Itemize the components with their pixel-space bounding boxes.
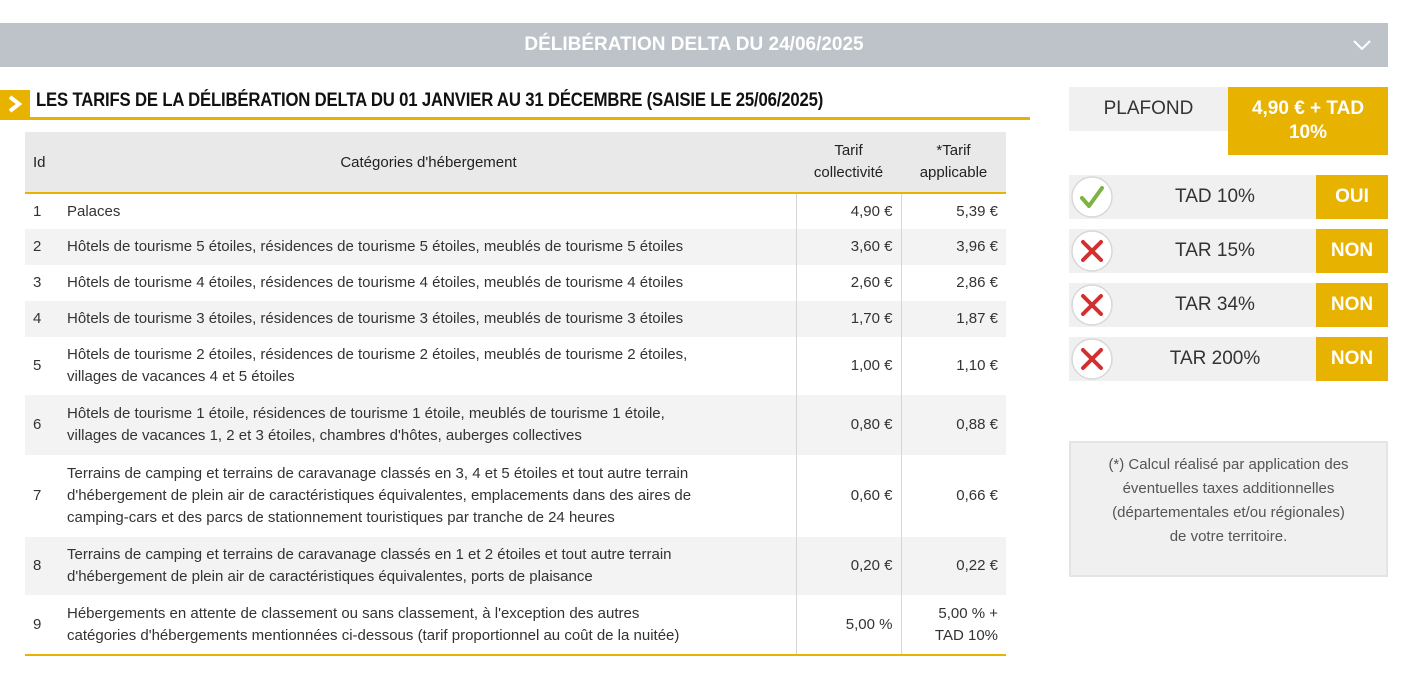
- plafond-label: PLAFOND: [1069, 87, 1228, 131]
- table-row: [25, 455, 1006, 537]
- row-tarif-collectivite: 0,20 €: [796, 537, 901, 595]
- row-category: [61, 395, 796, 455]
- header-tarif-applicable: [901, 132, 1006, 193]
- tax-row-tad-10: [1069, 175, 1388, 219]
- row-category-line: Hébergements en attente de classement ou sans classement, à l'exception des autres: [67, 604, 640, 622]
- header-category: Catégories d'hébergement: [61, 132, 796, 193]
- row-category: [61, 337, 796, 395]
- tax-status: NON: [1316, 283, 1388, 327]
- row-tarif-applicable: 1,87 €: [901, 301, 1006, 337]
- row-category-line: d'hébergement de plein air de caractéristiques équivalentes, emplacements dans des aires de: [67, 487, 692, 504]
- table-header-row: [25, 132, 1006, 193]
- tax-name: TAR 15%: [1175, 240, 1255, 261]
- row-tarif-collectivite: 0,60 €: [796, 455, 901, 537]
- table-row: [25, 595, 1006, 655]
- plafond-value: [1228, 87, 1388, 155]
- section-title: [0, 88, 1030, 120]
- row-category-line: catégories d'hébergements mentionnées ci-dessous (tarif proportionnel au coût de la nuitée): [67, 626, 680, 644]
- row-tarif-collectivite: 3,60 €: [796, 229, 901, 265]
- check-icon: [1070, 175, 1114, 219]
- tax-status: NON: [1316, 337, 1388, 381]
- calculation-note: [1069, 441, 1388, 577]
- plafond-box: [1069, 87, 1388, 155]
- header-id: Id: [25, 132, 61, 193]
- row-category-line: villages de vacances 1, 2 et 3 étoiles, chambres d'hôtes, auberges collectives: [67, 427, 582, 444]
- row-category-line: Hôtels de tourisme 1 étoile, résidences de tourisme 1 étoile, meublés de tourisme 1 étoile,: [67, 405, 665, 422]
- header-tarif-collectivite: [796, 132, 901, 193]
- row-tarif-applicable: 1,10 €: [901, 337, 1006, 395]
- row-category: [61, 455, 796, 537]
- header-tarif-applicable-line2: applicable: [919, 164, 988, 181]
- note-line: éventuelles taxes additionnelles: [1122, 480, 1335, 497]
- row-id: 4: [25, 301, 61, 337]
- cross-icon: [1070, 283, 1114, 327]
- row-category: Hôtels de tourisme 4 étoiles, résidences de tourisme 4 étoiles, meublés de tourisme 4 étoiles: [67, 274, 684, 291]
- banner-title: DÉLIBÉRATION DELTA DU 24/06/2025: [524, 34, 864, 55]
- tax-row-tar-15: [1069, 229, 1388, 273]
- row-tarif-collectivite: 5,00 %: [796, 595, 901, 655]
- table-row: [25, 301, 1006, 337]
- row-category: Hôtels de tourisme 5 étoiles, résidences de tourisme 5 étoiles, meublés de tourisme 5 étoiles: [61, 229, 796, 265]
- row-id: 8: [25, 537, 61, 595]
- header-tarif-collectivite-line1: Tarif: [834, 142, 863, 159]
- row-category: Palaces: [67, 202, 121, 220]
- row-tarif-collectivite: 2,60 €: [796, 265, 901, 301]
- cross-icon: [1070, 337, 1114, 381]
- tarifs-table: [25, 132, 1006, 656]
- row-tarif-applicable: 0,88 €: [901, 395, 1006, 455]
- row-category-line: Terrains de camping et terrains de caravanage classés en 1 et 2 étoiles et tout autre terrain: [67, 546, 672, 563]
- table-row: [25, 193, 1006, 229]
- row-id: 6: [25, 395, 61, 455]
- note-line: de votre territoire.: [1169, 528, 1288, 545]
- row-category-line: d'hébergement de plein air de caractéristiques équivalentes, ports de plaisance: [67, 568, 593, 585]
- row-category: [61, 595, 796, 655]
- header-tarif-collectivite-line2: collectivité: [813, 164, 884, 181]
- row-tarif-applicable: [901, 595, 1006, 655]
- note-line: (départementales et/ou régionales): [1112, 504, 1345, 521]
- table-row: [25, 265, 1006, 301]
- row-tarif-applicable: 0,22 €: [901, 537, 1006, 595]
- row-tarif-applicable-line: TAD 10%: [934, 626, 998, 644]
- row-tarif-applicable: 0,66 €: [901, 455, 1006, 537]
- row-category: [61, 537, 796, 595]
- tax-name: TAD 10%: [1175, 186, 1255, 207]
- tax-row-tar-200: [1069, 337, 1388, 381]
- row-tarif-applicable: 5,39 €: [901, 193, 1006, 229]
- row-tarif-applicable: 2,86 €: [901, 265, 1006, 301]
- table-row: [25, 229, 1006, 265]
- row-tarif-collectivite: 0,80 €: [796, 395, 901, 455]
- row-category-line: camping-cars et des parcs de stationnement touristiques par tranche de 24 heures: [67, 509, 615, 526]
- row-category-line: villages de vacances 4 et 5 étoiles: [67, 368, 295, 385]
- row-category-line: Terrains de camping et terrains de caravanage classés en 3, 4 et 5 étoiles et tout autre terrain: [67, 465, 689, 482]
- plafond-value-line1: 4,90 € + TAD: [1251, 98, 1365, 119]
- tax-status: NON: [1316, 229, 1388, 273]
- row-tarif-applicable: 3,96 €: [901, 229, 1006, 265]
- row-category: Hôtels de tourisme 3 étoiles, résidences de tourisme 3 étoiles, meublés de tourisme 3 étoiles: [61, 301, 796, 337]
- chevron-down-icon[interactable]: [1352, 35, 1372, 55]
- row-id: 3: [33, 274, 42, 291]
- table-row: [25, 395, 1006, 455]
- cross-icon: [1070, 229, 1114, 273]
- row-id: 1: [33, 202, 42, 220]
- note-line: (*) Calcul réalisé par application des: [1108, 456, 1349, 473]
- row-id: 9: [25, 595, 61, 655]
- plafond-value-line2: 10%: [1288, 122, 1328, 143]
- tax-status: OUI: [1316, 175, 1388, 219]
- row-tarif-collectivite: 1,00 €: [796, 337, 901, 395]
- row-id: 5: [33, 357, 42, 374]
- section-title-text: LES TARIFS DE LA DÉLIBÉRATION DELTA DU 01 JANVIER AU 31 DÉCEMBRE (SAISIE LE 25/06/2025): [36, 90, 824, 111]
- tax-name: TAR 34%: [1175, 294, 1255, 315]
- row-category-line: Hôtels de tourisme 2 étoiles, résidences de tourisme 2 étoiles, meublés de tourisme 2 étoiles,: [67, 346, 688, 363]
- row-tarif-collectivite: 1,70 €: [796, 301, 901, 337]
- header-tarif-applicable-line1: *Tarif: [936, 142, 971, 159]
- tax-row-tar-34: [1069, 283, 1388, 327]
- chevron-right-icon: [0, 90, 30, 117]
- row-id: 7: [33, 487, 42, 504]
- tax-name: TAR 200%: [1169, 348, 1261, 369]
- table-row: [25, 337, 1006, 395]
- row-tarif-applicable-line: 5,00 % +: [938, 604, 998, 622]
- deliberation-banner[interactable]: [0, 23, 1388, 67]
- row-id: 2: [25, 229, 61, 265]
- table-row: [25, 537, 1006, 595]
- row-tarif-collectivite: 4,90 €: [796, 193, 901, 229]
